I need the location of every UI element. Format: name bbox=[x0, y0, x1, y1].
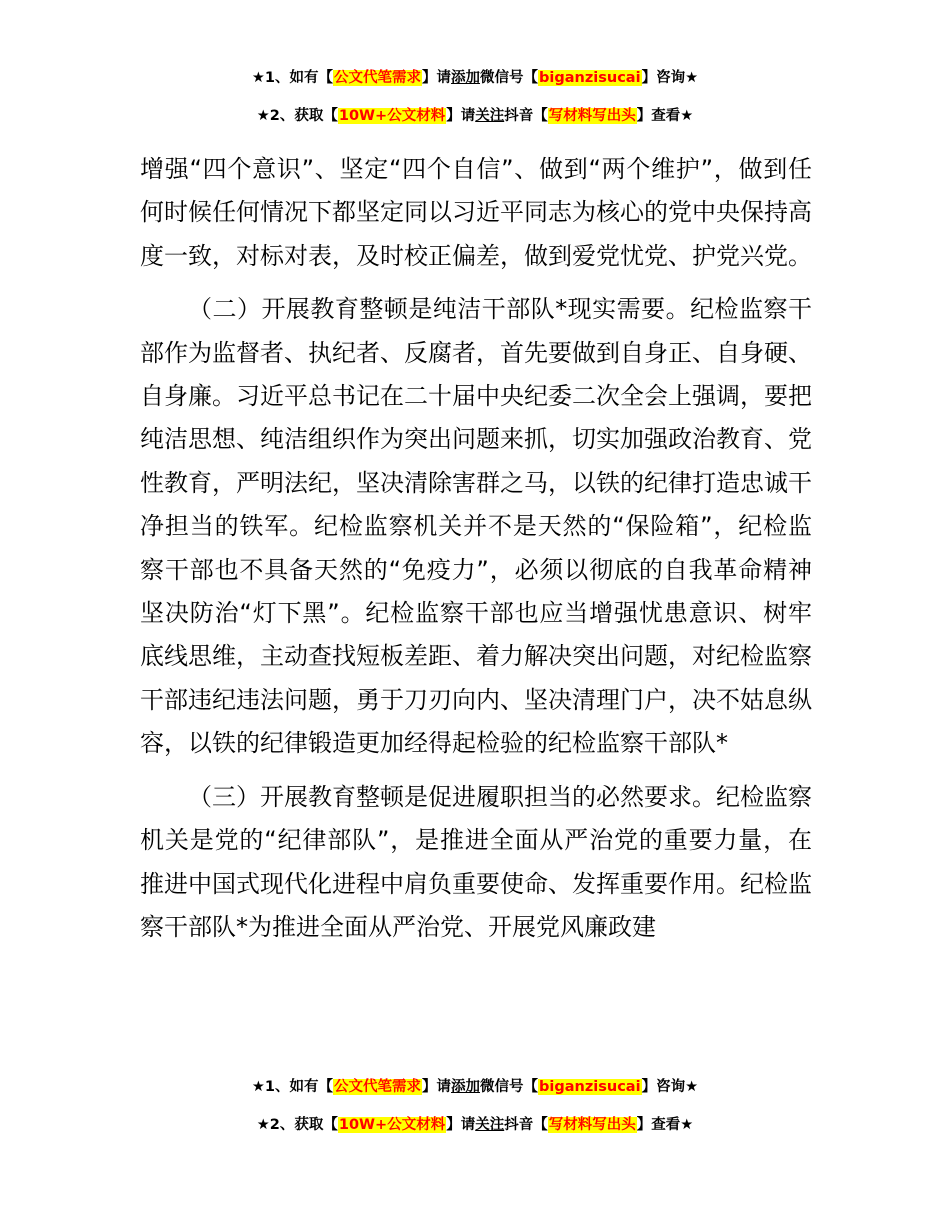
banner-2-prefix: ★2、获取【 bbox=[256, 108, 338, 124]
banner-1-highlight-service: 公文代笔需求 bbox=[334, 70, 422, 86]
footer-1-prefix: ★1、如有【 bbox=[251, 1079, 334, 1095]
footer-banner-line-2 bbox=[0, 1115, 950, 1135]
banner-2-highlight-douyin: 写材料写出头 bbox=[548, 108, 636, 124]
banner-2-mid: 】请 bbox=[446, 108, 476, 124]
footer-1-underlined: 添加 bbox=[451, 1079, 481, 1095]
header-banner-line-1 bbox=[0, 68, 950, 88]
banner-1-mid2: 微信号【 bbox=[480, 70, 539, 86]
banner-2-suffix: 】查看★ bbox=[636, 108, 694, 124]
document-body bbox=[140, 148, 812, 949]
footer-2-suffix: 】查看★ bbox=[636, 1117, 694, 1133]
banner-1-highlight-wechat: biganzisucai bbox=[539, 70, 641, 86]
banner-2-underlined: 关注 bbox=[475, 108, 505, 124]
banner-1-suffix: 】咨询★ bbox=[641, 70, 699, 86]
footer-1-highlight-service: 公文代笔需求 bbox=[334, 1079, 422, 1095]
footer-2-highlight-materials: 10W+公文材料 bbox=[338, 1117, 446, 1133]
footer-1-mid: 】请 bbox=[422, 1079, 452, 1095]
banner-1-mid: 】请 bbox=[422, 70, 452, 86]
paragraph-1: 增强“四个意识”、坚定“四个自信”、做到“两个维护”，做到任何时候任何情况下都坚定同以习近平同志为核心的党中央保持高度一致，对标对表，及时校正偏差，做到爱党忧党、护党兴党。 bbox=[140, 155, 812, 270]
paragraph-3: （三）开展教育整顿是促进履职担当的必然要求。纪检监察机关是党的“纪律部队”，是推进全面从严治党的重要力量，在推进中国式现代化进程中肩负重要使命、发挥重要作用。纪检监察干部队*为推进全面从严治党、开展党风廉政建 bbox=[140, 782, 812, 941]
footer-2-mid2: 抖音【 bbox=[504, 1117, 548, 1133]
footer-1-suffix: 】咨询★ bbox=[641, 1079, 699, 1095]
banner-2-highlight-materials: 10W+公文材料 bbox=[338, 108, 446, 124]
banner-1-prefix: ★1、如有【 bbox=[251, 70, 334, 86]
banner-2-mid2: 抖音【 bbox=[504, 108, 548, 124]
footer-2-mid: 】请 bbox=[446, 1117, 476, 1133]
footer-2-prefix: ★2、获取【 bbox=[256, 1117, 338, 1133]
footer-1-highlight-wechat: biganzisucai bbox=[539, 1079, 641, 1095]
paragraph-2: （二）开展教育整顿是纯洁干部队*现实需要。纪检监察干部作为监督者、执纪者、反腐者，首先要做到自身正、自身硬、自身廉。习近平总书记在二十届中央纪委二次全会上强调，要把纯洁思想、纯洁组织作为突出问题来抓，切实加强政治教育、党性教育，严明法纪，坚决清除害群之马，以铁的纪律打造忠诚干净担当的铁军。纪检监察机关并不是天然的“保险箱”，纪检监察干部也不具备天然的“免疫力”，必须以彻底的自我革命精神坚决防治“灯下黑”。纪检监察干部也应当增强忧患意识、树牢底线思维，主动查找短板差距、着力解决突出问题，对纪检监察干部违纪违法问题，勇于刀刃向内、坚决清理门户，决不姑息纵容，以铁的纪律锻造更加经得起检验的纪检监察干部队* bbox=[140, 295, 812, 758]
footer-2-underlined: 关注 bbox=[475, 1117, 505, 1133]
banner-1-underlined: 添加 bbox=[451, 70, 481, 86]
footer-1-mid2: 微信号【 bbox=[480, 1079, 539, 1095]
header-banner-line-2 bbox=[0, 106, 950, 126]
footer-banner-line-1 bbox=[0, 1077, 950, 1097]
footer-2-highlight-douyin: 写材料写出头 bbox=[548, 1117, 636, 1133]
